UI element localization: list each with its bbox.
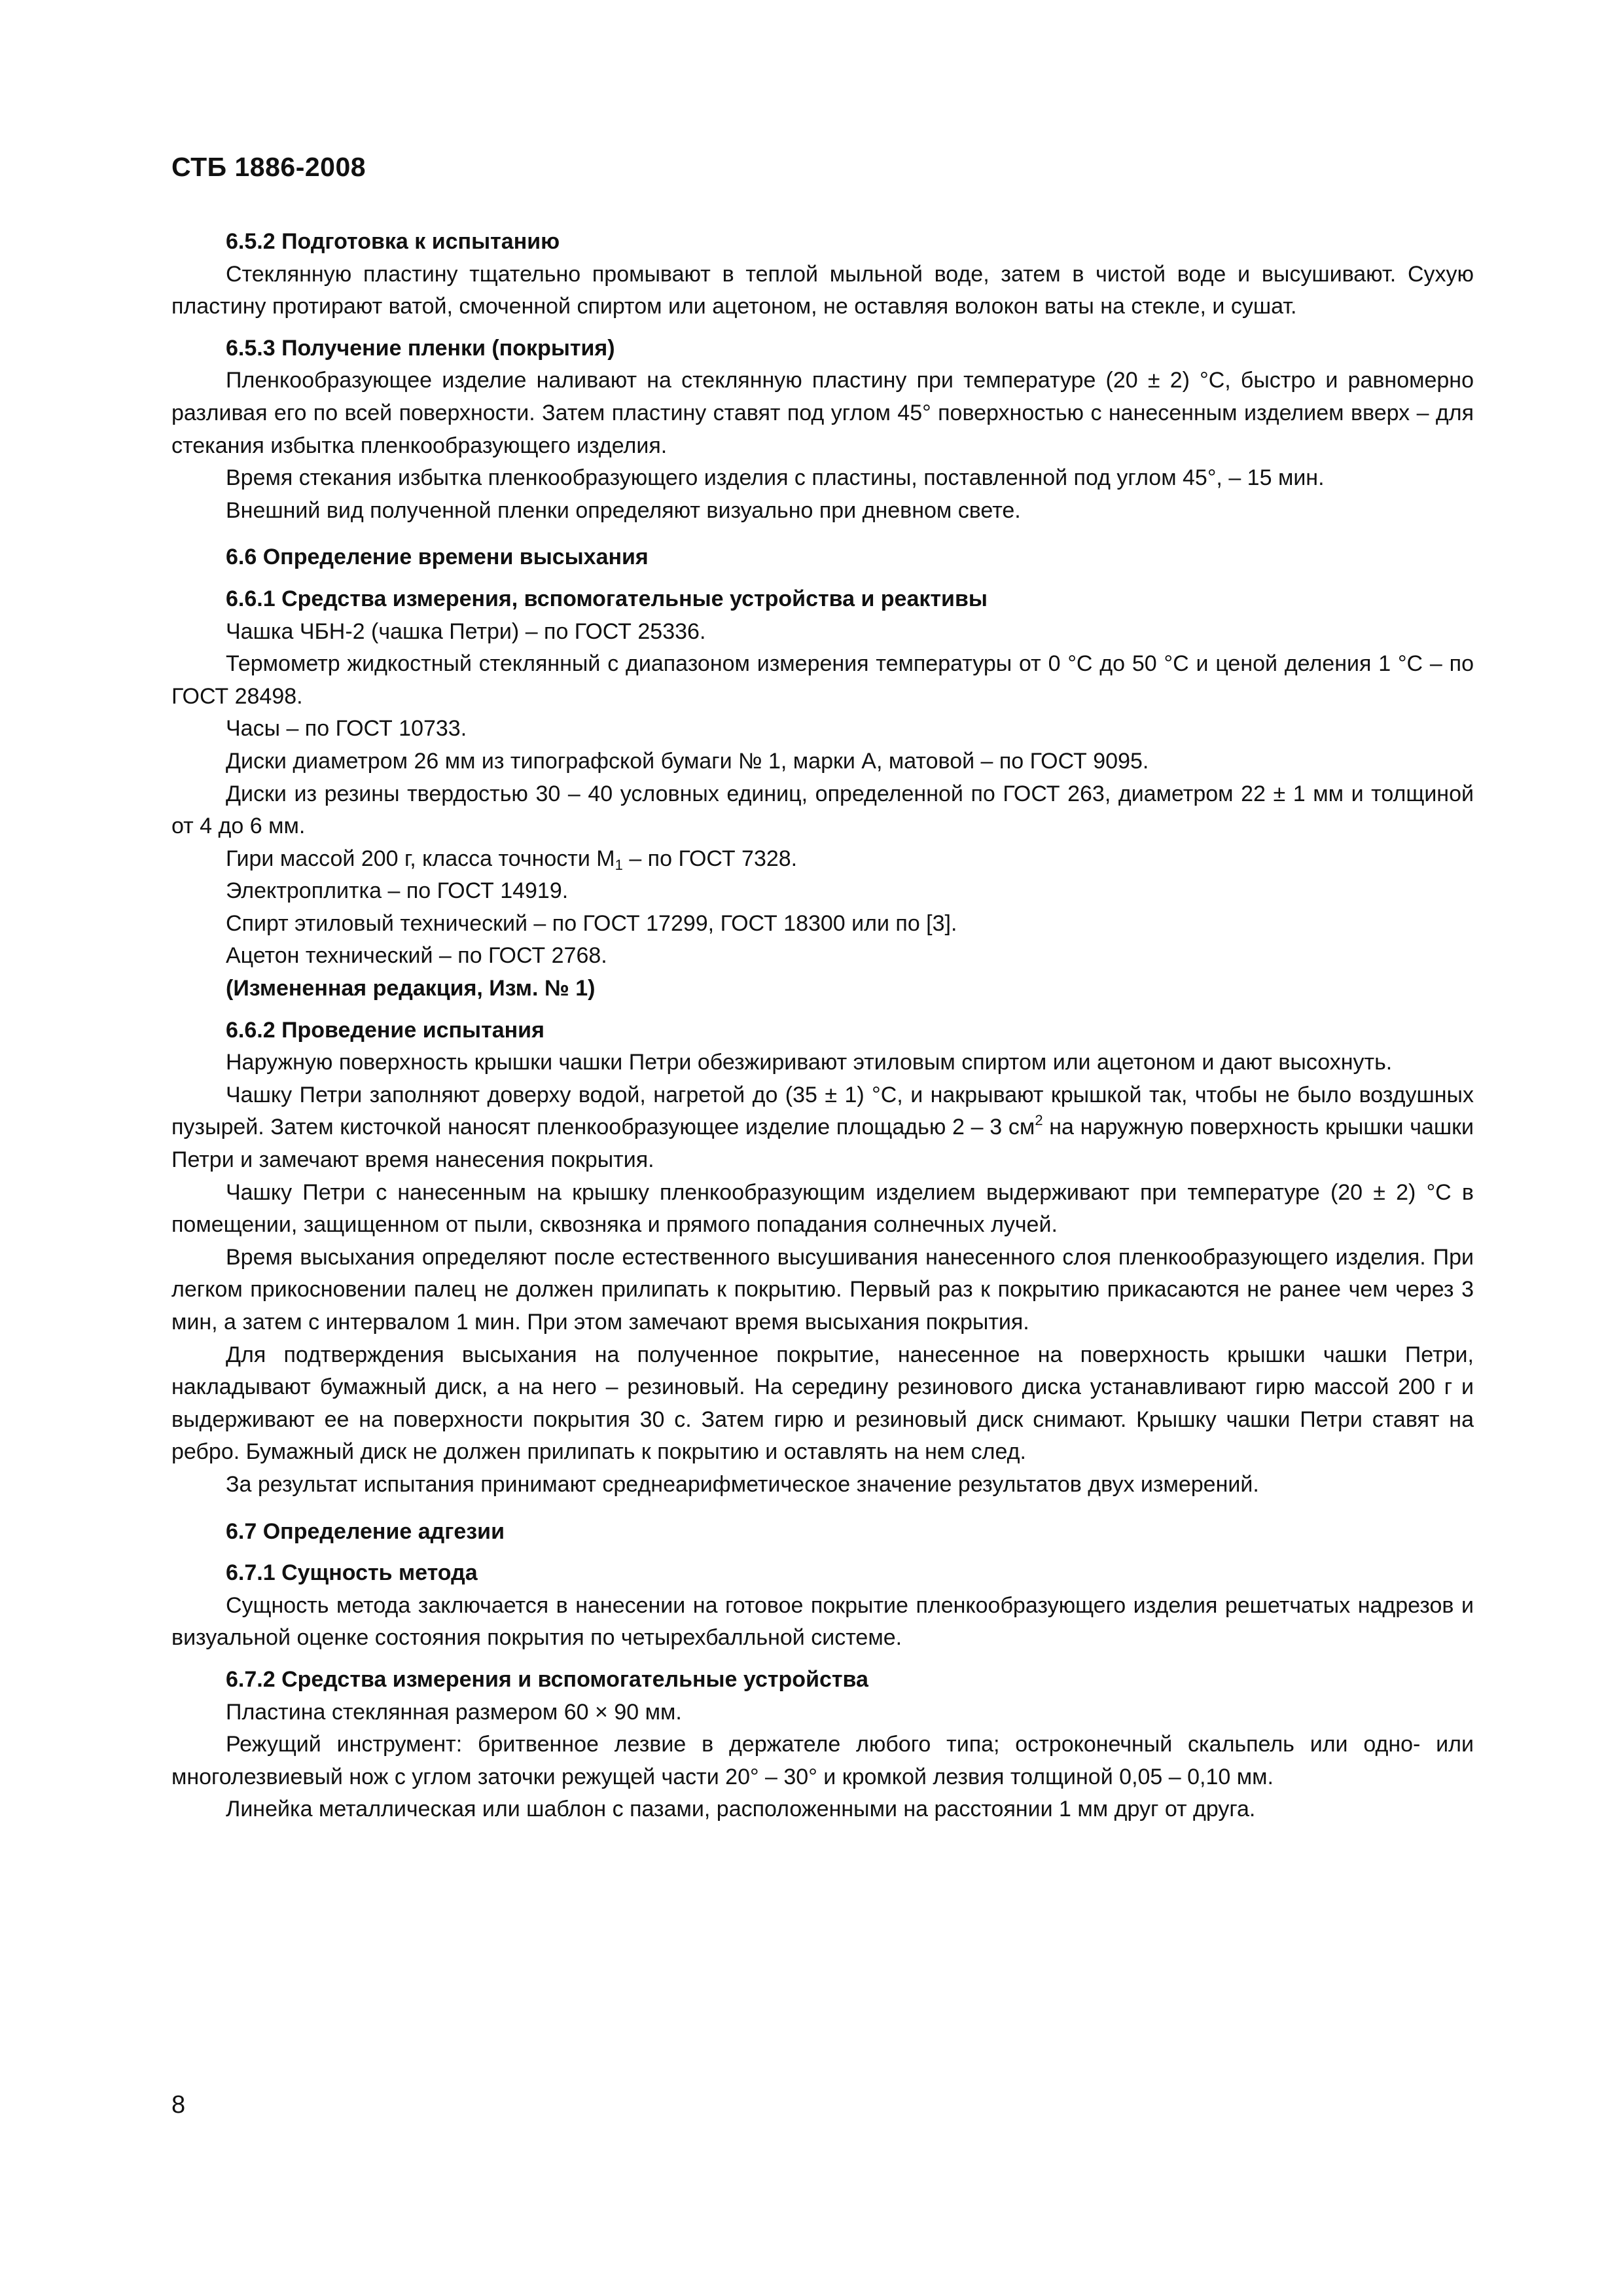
paragraph-text: Чашку Петри заполняют доверху водой, нагретой до (35 ± 1) °С, и накрывают крышкой так, чтобы не было воздушных пузырей. Затем кисточкой наносят пленкообразующее изделие площадью 2 – 3 см bbox=[171, 1082, 1474, 1140]
weights-text: Гири массой 200 г, класса точности М bbox=[226, 846, 615, 871]
paragraph: Наружную поверхность крышки чашки Петри обезжиривают этиловым спиртом или ацетоном и дают высохнуть. bbox=[226, 1050, 1393, 1075]
list-item: Диски диаметром 26 мм из типографской бумаги № 1, марки А, матовой – по ГОСТ 9095. bbox=[226, 748, 1149, 774]
paragraph: Режущий инструмент: бритвенное лезвие в держателе любого типа; остроконечный скальпель или одно- или многолезвиевый нож с углом заточки режущей части 20° – 30° и кромкой лезвия толщиной 0,05 – 0,10 мм. bbox=[171, 1732, 1474, 1789]
list-item-weights bbox=[171, 843, 1474, 876]
weights-text-end: – по ГОСТ 7328. bbox=[622, 846, 798, 871]
paragraph: Сущность метода заключается в нанесении на готовое покрытие пленкообразующего изделия решетчатых надрезов и визуальной оценке состояния покрытия по четырехбалльной системе. bbox=[171, 1592, 1474, 1651]
section-heading-6-6-2: 6.6.2 Проведение испытания bbox=[226, 1017, 544, 1043]
paragraph: Время высыхания определяют после естественного высушивания нанесенного слоя пленкообразующего изделия. При легком прикосновении палец не должен прилипать к покрытию. Первый раз к покрытию прикасаются не ранее чем через 3 мин, а затем с интервалом 1 мин. При этом замечают время высыхания покрытия. bbox=[171, 1244, 1474, 1335]
paragraph: Внешний вид полученной пленки определяют визуально при дневном свете. bbox=[226, 497, 1021, 523]
weights-subscript: 1 bbox=[615, 856, 623, 873]
paragraph: Пластина стеклянная размером 60 × 90 мм. bbox=[226, 1699, 682, 1725]
paragraph: Пленкообразующее изделие наливают на стеклянную пластину при температуре (20 ± 2) °С, быстро и равномерно разливая его по всей поверхности. Затем пластину ставят под углом 45° поверхностью с нанесенным изделием вверх – для стекания избытка пленкообразующего изделия. bbox=[171, 368, 1474, 458]
section-heading-6-7: 6.7 Определение адгезии bbox=[226, 1518, 505, 1544]
page-number: 8 bbox=[171, 2091, 186, 2119]
paragraph: Для подтверждения высыхания на полученное покрытие, нанесенное на поверхность крышки чашки Петри, накладывают бумажный диск, а на него – резиновый. На середину резинового диска устанавливают гирю массой 200 г и выдерживают ее на поверхности покрытия 30 с. Затем гирю и резиновый диск снимают. Крышку чашки Петри ставят на ребро. Бумажный диск не должен прилипать к покрытию и оставлять на нем след. bbox=[171, 1342, 1474, 1465]
section-heading-6-5-2: 6.5.2 Подготовка к испытанию bbox=[226, 229, 560, 254]
section-heading-6-6-1: 6.6.1 Средства измерения, вспомогательные устройства и реактивы bbox=[226, 586, 988, 611]
paragraph: Время стекания избытка пленкообразующего изделия с пластины, поставленной под углом 45°, – 15 мин. bbox=[226, 465, 1325, 491]
paragraph: За результат испытания принимают среднеарифметическое значение результатов двух измерений. bbox=[226, 1471, 1259, 1497]
paragraph-text-end: на наружную поверхность крышки чашки Петри и замечают время нанесения покрытия. bbox=[171, 1115, 1474, 1173]
list-item: Чашка ЧБН-2 (чашка Петри) – по ГОСТ 25336. bbox=[226, 619, 706, 644]
list-item: Спирт этиловый технический – по ГОСТ 17299, ГОСТ 18300 или по [3]. bbox=[226, 910, 957, 936]
section-heading-6-5-3: 6.5.3 Получение пленки (покрытия) bbox=[226, 335, 615, 361]
superscript: 2 bbox=[1035, 1112, 1043, 1129]
list-item: Электроплитка – по ГОСТ 14919. bbox=[226, 878, 569, 904]
paragraph: Линейка металлическая или шаблон с пазами, расположенными на расстоянии 1 мм друг от друга. bbox=[226, 1797, 1256, 1822]
list-item: Часы – по ГОСТ 10733. bbox=[226, 716, 467, 742]
paragraph: Чашку Петри с нанесенным на крышку пленкообразующим изделием выдерживают при температуре (20 ± 2) °С в помещении, защищенном от пыли, сквозняка и прямого попадания солнечных лучей. bbox=[171, 1179, 1474, 1238]
paragraph-area bbox=[171, 1079, 1474, 1177]
document-body bbox=[171, 226, 1474, 1826]
list-item: Термометр жидкостный стеклянный с диапазоном измерения температуры от 0 °С до 50 °С и ценой деления 1 °С – по ГОСТ 28498. bbox=[171, 651, 1474, 709]
list-item: Диски из резины твердостью 30 – 40 условных единиц, определенной по ГОСТ 263, диаметром 22 ± 1 мм и толщиной от 4 до 6 мм. bbox=[171, 781, 1474, 839]
list-item: Ацетон технический – по ГОСТ 2768. bbox=[226, 943, 607, 969]
section-heading-6-6: 6.6 Определение времени высыхания bbox=[226, 545, 649, 570]
section-heading-6-7-1: 6.7.1 Сущность метода bbox=[226, 1560, 478, 1586]
paragraph: Стеклянную пластину тщательно промывают в теплой мыльной воде, затем в чистой воде и высушивают. Сухую пластину протирают ватой, смоченной спиртом или ацетоном, не оставляя волокон ваты на стекле, и сушат. bbox=[171, 261, 1474, 319]
document-header: СТБ 1886-2008 bbox=[171, 152, 366, 182]
section-heading-6-7-2: 6.7.2 Средства измерения и вспомогательные устройства bbox=[226, 1666, 868, 1692]
amendment-note: (Измененная редакция, Изм. № 1) bbox=[226, 976, 596, 1001]
